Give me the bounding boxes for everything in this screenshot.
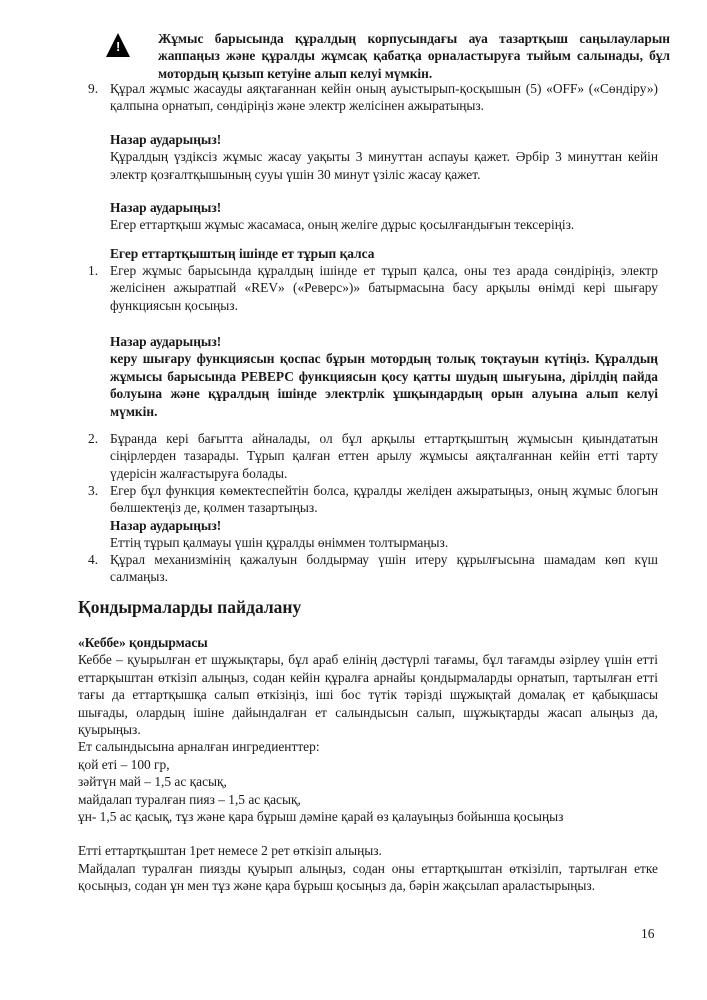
item-number: 1. <box>88 263 99 278</box>
note-title: Назар аударыңыз! <box>110 200 222 215</box>
note-text: Егер еттартқыш жұмыс жасамаса, оның желіге дұрыс қосылғандығын тексеріңіз. <box>110 217 575 233</box>
item-number: 2. <box>88 431 99 446</box>
item-number: 3. <box>88 483 99 498</box>
note-title: Назар аударыңыз! <box>110 334 222 349</box>
note-3 <box>110 333 658 420</box>
ingredient: зәйтүн май – 1,5 ас қасық, <box>78 774 227 790</box>
list-item-9 <box>88 80 658 115</box>
ingredient: қой еті – 100 гр, <box>78 756 170 772</box>
list-item-1 <box>88 262 658 314</box>
note-text: керу шығару функциясын қоспас бұрын мотордың толық тоқтауын күтіңіз. Құралдың жұмысы барысында РЕВЕРС функциясын қосу қатты шудың шығуына, дірілдің пайда болуына және құралдың ішінде электрлік ұшқындардың орын алуына алып келуі мүмкін. <box>110 351 658 419</box>
note-title: Назар аударыңыз! <box>110 132 222 147</box>
subsection-heading: «Кеббе» қондырмасы <box>78 635 208 650</box>
item-text: Егер бұл функция көмектеспейтін болса, құралды желіден ажыратыңыз, оның жұмыс блогын бөлшектеңіз де, қолмен тазартыңыз. <box>110 483 658 516</box>
ingredient: майдалап туралған пияз – 1,5 ас қасық, <box>78 791 301 807</box>
item-number: 9. <box>88 81 99 96</box>
note-1 <box>110 131 658 183</box>
note-2 <box>110 199 658 234</box>
list-item-3 <box>88 482 658 552</box>
item-text: Құрал механизмінің қажалуын болдырмау үшін итеру құрылғысына шамадам көп күш салмаңыз. <box>110 552 658 585</box>
paragraph: Майдалап туралған пиязды қуырып алыңыз, содан оны еттартқыштан өткізіліп, тартылған етке қосыңыз, содан ұн мен тұз және қара бұрыш қосыңыз да, бәрін жақсылап араластырыңыз. <box>78 860 658 894</box>
ingredients-heading: Ет салындысына арналған ингредиенттер: <box>78 739 320 755</box>
note-text: Еттің тұрып қалмауы үшін құралды өніммен толтырмаңыз. <box>110 535 449 551</box>
kebbe-section <box>78 634 658 895</box>
stuck-heading: Егер еттартқыштың ішінде ет тұрып қалса <box>110 246 375 261</box>
ingredient: ұн- 1,5 ас қасық, тұз және қара бұрыш дәміне қарай өз қалауыңыз бойынша қосыңыз <box>78 809 564 825</box>
list-item-4 <box>88 551 658 586</box>
section-heading: Қондырмаларды пайдалану <box>78 597 302 617</box>
note-title: Назар аударыңыз! <box>110 517 222 533</box>
paragraph: Етті еттартқыштан 1рет немесе 2 рет өткізіп алыңыз. <box>78 843 382 859</box>
warning-triangle-icon: ! <box>106 33 130 57</box>
paragraph: Кеббе – қуырылған ет шұжықтары, бұл араб елінің дәстүрлі тағамы, бұл тағамды әзірлеу үшін етті еттарқыштан өткізіп алыңыз, содан кейін құралға арнайы қондырмаларды орнатып, тартылған етті тағы да еттартқышқа салып өткізіңіз, іші бос түтік тәрізді шұжықтай домалақ ет қабықшасы шығады, олардың ішіне дайындалған ет салындысын салып, шұжықтарды жасап алыңыз да, қуырыңыз. <box>78 652 658 738</box>
item-text: Құрал жұмыс жасауды аяқтағаннан кейін оның ауыстырып-қосқышын (5) «OFF» («Сөндіру») қалпына орнатып, сөндіріңіз және электр желісінен ажыратыңыз. <box>110 81 658 114</box>
item-number: 4. <box>88 552 99 567</box>
item-text: Бұранда кері бағытта айналады, ол бұл арқылы еттартқыштың жұмысын қиындататын сіңірлерден тазарады. Тұрып қалған еттен арылу жұмысы аяқталғаннан кейін етті тарту үдерісін жалғастыруға болады. <box>110 431 658 481</box>
page-number: 16 <box>641 926 655 941</box>
list-item-2 <box>88 430 658 482</box>
note-text: Құралдың үздіксіз жұмыс жасау уақыты 3 минуттан аспауы қажет. Әрбір 3 минуттан кейін электр қозғалтқышының сууы үшін 30 минут үзіліс жасау қажет. <box>110 149 658 182</box>
item-text: Егер жұмыс барысында құралдың ішінде ет тұрып қалса, оны тез арада сөндіріңіз, электр желісінен ажыратпай «REV» («Реверс»)» батырмасына басу арқылы өнімді кері шығару функциясын қосыңыз. <box>110 263 658 313</box>
warning-text: Жұмыс барысында құралдың корпусындағы ауа тазартқыш саңылауларын жаппаңыз және құралды жұмсақ қабатқа орналастыруға тыйым салынады, бұл мотордың қызып кетуіне алып келуі мүмкін. <box>158 31 670 81</box>
